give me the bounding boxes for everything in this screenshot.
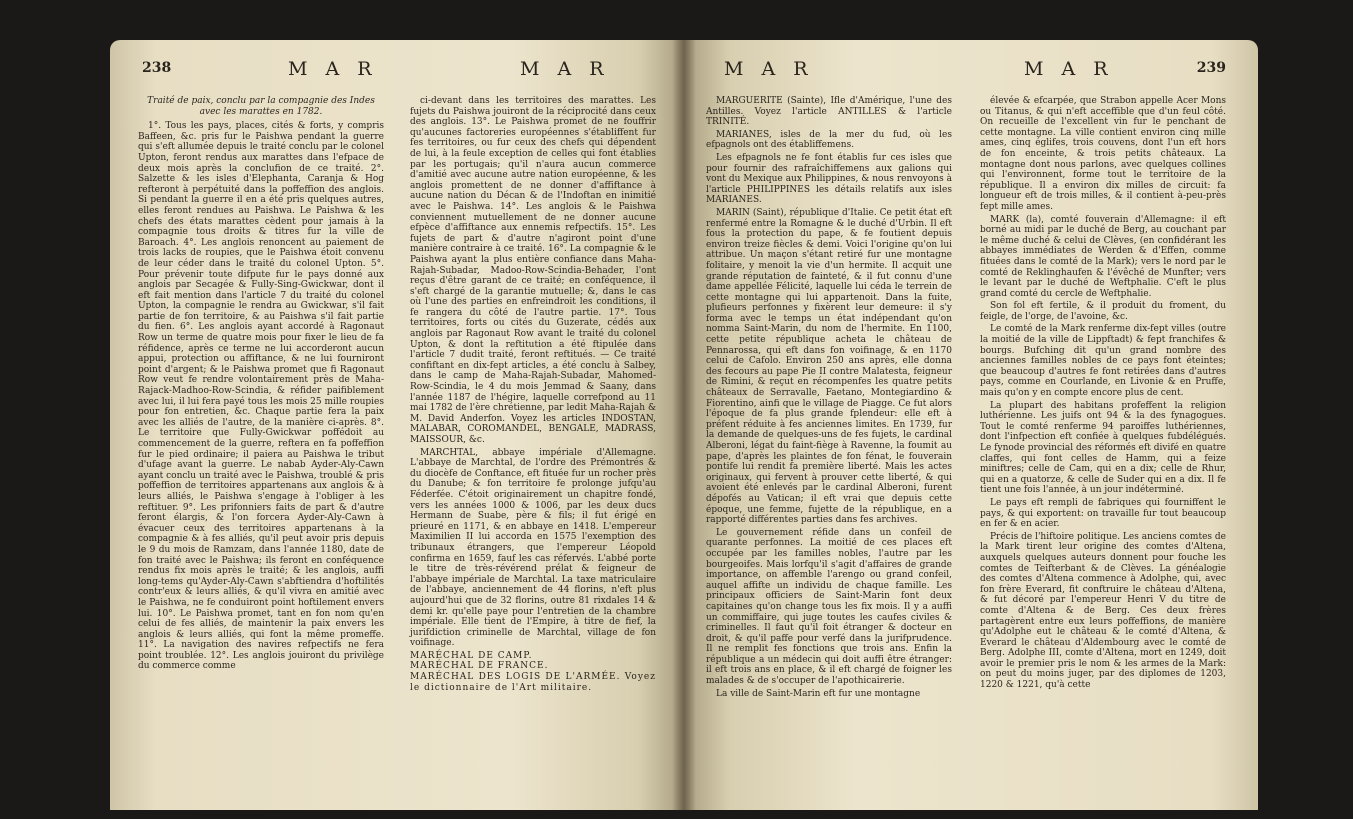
paragraph: MARIANES, isles de la mer du fud, où les efpagnols ont des établiffemens.	[706, 129, 952, 151]
paragraph: MARK (la), comté fouverain d'Allemagne: il eft borné au midi par le duché de Berg, au couchant par le même duché & celui de Clèves, (en confidérant les abbayes immédiates de Werden & d'Effen, comme fituées dans le comté de la Mark); vers le nord par le comté de Reklinghaufen & l'évêché de Munfter; vers le levant par le duché de Weftphalie. C'eft le plus grand comté du cercle de Weftphalie.	[980, 214, 1226, 299]
paragraph: MARGUERITE (Sainte), Ifle d'Amérique, l'une des Antilles. Voyez l'article ANTILLES & l'article TRINITÉ.	[706, 96, 952, 128]
entry-heading: MARÉCHAL DES LOGIS DE L'ARMÉE. Voyez le dictionnaire de l'Art militaire.	[410, 672, 656, 693]
right-column-1	[706, 96, 952, 701]
treaty-heading: Traité de paix, conclu par la compagnie des Indes avec les marattes en 1782.	[147, 96, 375, 117]
paragraph: MARIN (Saint), république d'Italie. Ce petit état eft renfermé entre la Romagne & le duché d'Urbin. Il eft fous la protection du pape, & fe foutient depuis environ treize fiècles & demi. Voici l'origine qu'on lui attribue. Un maçon s'étant retiré fur une montagne folitaire, y menoit la vie d'un hermite. Il acquit une grande réputation de fainteté, & il fut connu d'une dame appellée Félicité, laquelle lui céda le terrein de cette montagne qui lui appartenoit. Dans la fuite, plufieurs perfonnes y fixèrent leur demeure: il s'y forma avec le temps un état indépendant qu'on nomma Saint-Marin, du nom de l'hermite. En 1100, cette petite république acheta le château de Pennarossa, qui eft dans fon voifinage, & en 1170 celui de Cafolo. Environ 250 ans après, elle donna des fecours au pape Pie II contre Malatesta, feigneur de Rimini, & reçut en récompenfes les quatre petits châteaux de Serravalle, Faetano, Montegiardino & Fiorentino, ainfi que le village de Piagge. Ce fut alors l'époque de fa plus grande fplendeur: elle eft à préfent réduite à fes anciennes limites. En 1739, fur la demande de quelques-uns de fes fujets, le cardinal Alberoni, légat du faint-fiège à Ravenne, la foumit au pape, d'après les plaintes de fon fénat, le fouverain pontife lui rendit fa première liberté. Mais les actes originaux, qui fervent à prouver cette liberté, & qui avoient été enlevés par le cardinal Alberoni, furent dépofés au Vatican; il eft vrai que depuis cette époque, une femme, fujette de la république, en a rapporté différentes parties dans fes archives.	[706, 207, 952, 526]
left-column-2	[410, 96, 656, 693]
left-column-1	[138, 96, 384, 674]
book-gutter	[672, 40, 696, 810]
running-head: M A R	[288, 58, 378, 80]
paragraph: Son fol eft fertile, & il produit du froment, du feigle, de l'orge, de l'avoine, &c.	[980, 301, 1226, 322]
paragraph: élevée & efcarpée, que Strabon appelle Acer Mons ou Titanus, & qui n'eft acceffible que d'un feul côté. On recueille de l'excellent vin fur le penchant de cette montagne. La ville contient environ cinq mille ames, cinq églifes, trois couvens, dont l'un eft hors de fon enceinte, & trois petits châteaux. La montagne dont nous parlons, avec quelques collines qui l'environnent, forme tout le territoire de la république. Il a environ dix milles de circuit: fa longueur eft de trois milles, & il contient à-peu-près fept mille ames.	[980, 96, 1226, 212]
right-page-header	[684, 60, 1258, 86]
running-head: M A R	[520, 58, 610, 80]
paragraph: Les efpagnols ne fe font établis fur ces isles que pour fournir des rafraîchiffemens aux galions qui vont du Mexique aux Philippines, & nous renvoyons à l'article PHILIPPINES les détails relatifs aux isles MARIANES.	[706, 152, 952, 206]
paragraph: Le gouvernement réfide dans un confeil de quarante perfonnes. La moitié de ces places eft occupée par les familles nobles, l'autre par les bourgeoifes. Mais lorfqu'il s'agit d'affaires de grande importance, on affemble l'arengo ou grand confeil, auquel affifte un individu de chaque famille. Les principaux officiers de Saint-Marin font deux capitaines qu'on change tous les fix mois. Il y a auffi un commiffaire, qui juge toutes les caufes civiles & criminelles. Il faut qu'il foit étranger & docteur en droit, & qu'il paffe pour verfé dans la jurifprudence. Il ne remplit fes fonctions que trois ans. Enfin la république a un médecin qui doit auffi être étranger: il eft trois ans en place, & il eft chargé de foigner les malades & de s'occuper de l'apothicairerie.	[706, 527, 952, 687]
paragraph: 1°. Tous les pays, places, cités & forts, y compris Baffeen, &c. pris fur le Paishwa pendant la guerre qui s'eft allumée depuis le traité conclu par le colonel Upton, feront rendus aux marattes dans l'efpace de deux mois après la conclufion de ce traité. 2°. Salzette & les isles d'Elephanta, Caranja & Hog refteront à perpétuité dans la poffeffion des anglois. Si pendant la guerre il en a été pris quelques autres, elles feront rendues au Paishwa. Le Paishwa & les chefs des états marattes cèdent pour jamais à la compagnie tous droits & titres fur la ville de Baroach. 4°. Les anglois renoncent au paiement de trois lacks de roupies, que le Paishwa étoit convenu de leur céder dans le traité du colonel Upton. 5°. Pour prévenir toute difpute fur le pays donné aux anglois par Secagée & Fully-Sing-Gwickwar, dont il eft fait mention dans l'article 7 du traité du colonel Upton, la compagnie le rendra au Gwickwar, s'il fait partie de fon territoire, & au Paishwa s'il fait partie du fien. 6°. Les anglois ayant accordé à Ragonaut Row un terme de quatre mois pour fixer le lieu de fa réfidence, après ce terme ne lui accorderont aucun appui, protection ou affiftance, & ne lui fourniront point d'argent; & le Paishwa promet que fi Ragonaut Row veut fe rendre volontairement près de Maha-Rajack-Madhoo-Row-Scindia, & réfider paifiblement avec lui, il lui fera payé tous les mois 25 mille roupies pour fon entretien, &c. Chaque partie fera la paix avec les alliés de l'autre, de la manière ci-après. 8°. Le territoire que Fully-Gwickwar poffédoit au commencement de la guerre, reftera en fa poffeffion fur le pied ordinaire; il paiera au Paishwa le tribut d'ufage avant la guerre. Le nabab Ayder-Aly-Cawn ayant conclu un traité avec le Paishwa, troublé & pris poffeffion de territoires appartenans aux anglois & à leurs alliés, le Paishwa s'engage à l'obliger à les reftituer. 9°. Les prifonniers faits de part & d'autre feront élargis, & l'on forcera Ayder-Aly-Cawn à évacuer ceux des territoires appartenans à la compagnie & à fes alliés, qu'il peut avoir pris depuis le 9 du mois de Ramzam, dans l'année 1180, date de fon traité avec le Paishwa; ils feront en conféquence rendus fix mois après le traité; & les anglois, auffi long-tems qu'Ayder-Aly-Cawn s'abftiendra d'hoftilités contr'eux & leurs alliés, & qu'il vivra en amitié avec le Paishwa, ne fe conduiront point hoftilement envers lui. 10°. Le Paishwa promet, tant en fon nom qu'en celui de fes alliés, de maintenir la paix envers les anglois & leurs alliés, qui font la même promeffe. 11°. La navigation des navires refpectifs ne fera point troublée. 12°. Les anglois jouiront du privilège du commerce comme	[138, 121, 384, 672]
paragraph: Précis de l'hiftoire politique. Les anciens comtes de la Mark tirent leur origine des comtes d'Altena, auxquels quelques auteurs donnent pour fouche les comtes de Teifterbant & de Clèves. La généalogie des comtes d'Altena commence à Adolphe, qui, avec fon frère Everard, fit conftruire le château d'Altena, & fut décoré par l'empereur Henri V du titre de comte d'Altena & de Berg. Ces deux frères partagèrent entre eux leurs poffeffions, de manière qu'Adolphe eut le château & le comté d'Altena, & Everard le château d'Aldembourg avec le comté de Berg. Adolphe III, comte d'Altena, mort en 1249, doit avoir le premier pris le nom & les armes de la Mark: on peut du moins juger, par des diplomes de 1203, 1220 & 1221, qu'à cette	[980, 531, 1226, 691]
paragraph: MARCHTAL, abbaye impériale d'Allemagne. L'abbaye de Marchtal, de l'ordre des Prémontrés & du diocèfe de Conftance, eft fituée fur un rocher près du Danube; & fon territoire fe prolonge jufqu'au Féderfée. C'étoit originairement un chapitre fondé, vers les années 1000 & 1006, par les deux ducs Hermann de Suabe, père & fils; il fut érigé en prieuré en 1171, & en abbaye en 1418. L'empereur Maximilien II lui accorda en 1575 l'exemption des tribunaux étrangers, que l'empereur Léopold confirma en 1659, fauf les cas réfervés. L'abbé porte le titre de très-révérend prélat & feigneur de l'abbaye impériale de Marchtal. La taxe matriculaire de l'abbaye, anciennement de 44 florins, n'eft plus aujourd'hui que de 32 florins, outre 81 rixdales 14 & demi kr. qu'elle paye pour l'entretien de la chambre impériale. Elle tient de l'Empire, à titre de fief, la jurifdiction criminelle de Marchtal, village de fon voifinage.	[410, 447, 656, 649]
left-page-header	[110, 60, 684, 86]
right-column-2	[980, 96, 1226, 693]
page-number: 238	[142, 60, 172, 76]
page-number: 239	[1196, 60, 1226, 76]
paragraph: La plupart des habitans profeffent la religion luthérienne. Les juifs ont 94 & la des fynagogues. Tout le comté renferme 94 paroiffes luthériennes, dont l'infpection eft confiée à quelques fubdélégués. Le fynode provincial des réformés eft divifé en quatre claffes, qui font celles de Hamm, qui a feize miniftres; celle de Cam, qui en a dix; celle de Rhur, qui en a quatorze, & celle de Suder qui en a dix. Il fe tient une fois l'année, à un jour indéterminé.	[980, 400, 1227, 496]
paragraph: Le pays eft rempli de fabriques qui fourniffent le pays, & qui exportent: on travaille fur tout beaucoup en fer & en acier.	[980, 497, 1226, 530]
entry-heading: MARÉCHAL DE FRANCE.	[410, 661, 549, 672]
left-page	[110, 40, 684, 810]
paragraph: La ville de Saint-Marin eft fur une montagne	[716, 688, 921, 699]
paragraph: ci-devant dans les territoires des marattes. Les fujets du Paishwa jouiront de la réciprocité dans ceux des anglois. 13°. Le Paishwa promet de ne fouffrir qu'aucunes factoreries européennes s'établiffent fur fes territoires, ou fur ceux des chefs qui dépendent de lui, à la feule exception de celles qui font établies par les portugais; qu'il n'aura aucun commerce d'amitié avec aucune autre nation européenne, & les anglois promettent de ne donner d'affiftance à aucune nation du Décan & de l'Indoftan en inimitié avec le Paishwa. 14°. Les anglois & le Paishwa conviennent mutuellement de ne donner aucune efpèce d'affiftance aux ennemis refpectifs. 15°. Les fujets de part & d'autre n'agiront point d'une manière contraire à ce traité. 16°. La compagnie & le Paishwa ayant la plus entière confiance dans Maha-Rajah-Subadar, Madoo-Row-Scindia-Behader, l'ont reçus d'être garant de ce traité; en conféquence, il s'eft chargé de la garantie mutuelle; &, dans le cas où l'une des parties en enfreindroit les conditions, il fe rangera du côté de l'autre partie. 17°. Tous territoires, forts ou cités du Guzerate, cédés aux anglois par Ragonaut Row avant le traité du colonel Upton, & dont la reftitution a été ftipulée dans l'article 7 dudit traité, feront reftitués. — Ce traité confiftant en dix-fept articles, a été conclu à Salbey, dans le camp de Maha-Rajah-Subadar, Mahomed-Row-Scindia, le 4 du mois Jemmad & Saany, dans l'année 1187 de l'hégire, laquelle correfpond au 11 mai 1782 de l'ère chrétienne, par ledit Maha-Rajah & M. David Anderfon. Voyez les articles INDOSTAN, MALABAR, COROMANDEL, BENGALE, MADRASS, MAISSOUR, &c.	[410, 96, 656, 445]
paragraph: Le comté de la Mark renferme dix-fept villes (outre la moitié de la ville de Lippftadt) & fept franchifes & bourgs. Bufching dit qu'un grand nombre des anciennes familles nobles de ce pays font éteintes; que beaucoup d'autres fe font retirées dans d'autres pays, comme en Courlande, en Livonie & en Pruffe, mais qu'on y en compte encore plus de cent.	[980, 324, 1226, 399]
running-head: M A R	[1024, 58, 1114, 80]
entry-heading: MARÉCHAL DE CAMP.	[410, 650, 533, 661]
running-head: M A R	[724, 58, 814, 80]
right-page	[684, 40, 1258, 810]
